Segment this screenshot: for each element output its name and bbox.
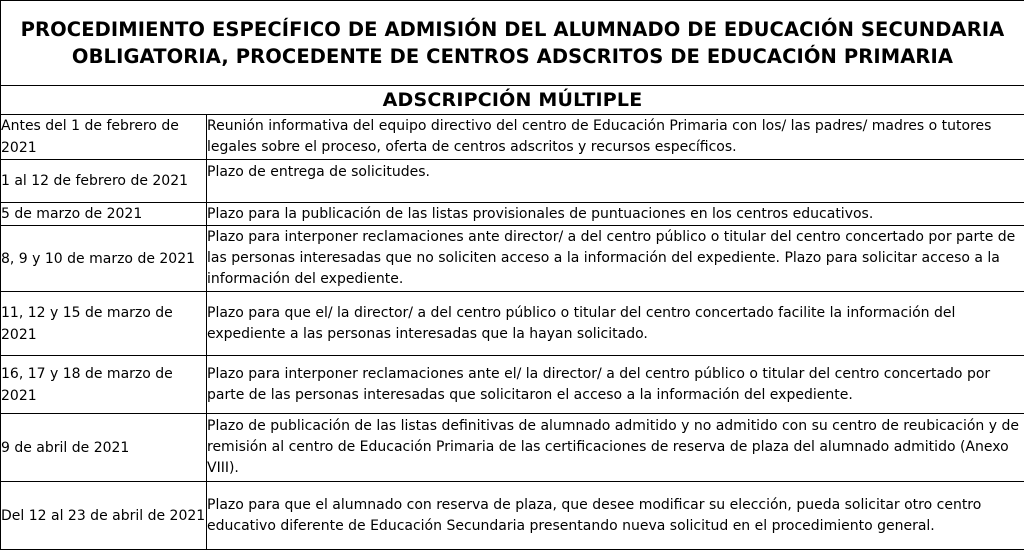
table-row [1, 414, 1024, 482]
date-cell: Del 12 al 23 de abril de 2021 [1, 482, 207, 550]
title-row [1, 1, 1024, 86]
description-cell: Plazo para que el alumnado con reserva de plaza, que desee modificar su elección, pueda solicitar otro centro educativo diferente de Educación Secundaria presentando nueva solicitud en el procedimiento general. [207, 482, 1024, 550]
description-cell: Plazo para que el/ la director/ a del centro público o titular del centro concertado facilite la información del expediente a las personas interesadas que la hayan solicitado. [207, 292, 1024, 356]
date-cell: 9 de abril de 2021 [1, 414, 207, 482]
section-subtitle: ADSCRIPCIÓN MÚLTIPLE [1, 86, 1024, 115]
table-row [1, 115, 1024, 160]
table-row [1, 160, 1024, 203]
date-cell: 5 de marzo de 2021 [1, 203, 207, 226]
description-cell: Plazo de publicación de las listas definitivas de alumnado admitido y no admitido con su centro de reubicación y de remisión al centro de Educación Primaria de las certificaciones de reserva de plaza del alumnado admitido (Anexo VIII). [207, 414, 1024, 482]
table-row [1, 203, 1024, 226]
document-title: PROCEDIMIENTO ESPECÍFICO DE ADMISIÓN DEL ALUMNADO DE EDUCACIÓN SECUNDARIA OBLIGATORIA, PROCEDENTE DE CENTROS ADSCRITOS DE EDUCACIÓN PRIMARIA [1, 1, 1024, 86]
table-row [1, 226, 1024, 292]
table-row [1, 356, 1024, 414]
date-cell: Antes del 1 de febrero de 2021 [1, 115, 207, 160]
description-cell: Reunión informativa del equipo directivo del centro de Educación Primaria con los/ las padres/ madres o tutores legales sobre el proceso, oferta de centros adscritos y recursos específicos. [207, 115, 1024, 160]
date-cell: 16, 17 y 18 de marzo de 2021 [1, 356, 207, 414]
table-row [1, 292, 1024, 356]
description-cell: Plazo para la publicación de las listas provisionales de puntuaciones en los centros educativos. [207, 203, 1024, 226]
date-cell: 11, 12 y 15 de marzo de 2021 [1, 292, 207, 356]
description-cell: Plazo para interponer reclamaciones ante director/ a del centro público o titular del centro concertado por parte de las personas interesadas que no soliciten acceso a la información del expediente. Plazo para solicitar acceso a la información del expediente. [207, 226, 1024, 292]
description-cell: Plazo para interponer reclamaciones ante el/ la director/ a del centro público o titular del centro concertado por parte de las personas interesadas que solicitaron el acceso a la información del expediente. [207, 356, 1024, 414]
date-cell: 8, 9 y 10 de marzo de 2021 [1, 226, 207, 292]
subtitle-row [1, 86, 1024, 115]
table-row [1, 482, 1024, 550]
description-cell: Plazo de entrega de solicitudes. [207, 160, 1024, 203]
date-cell: 1 al 12 de febrero de 2021 [1, 160, 207, 203]
